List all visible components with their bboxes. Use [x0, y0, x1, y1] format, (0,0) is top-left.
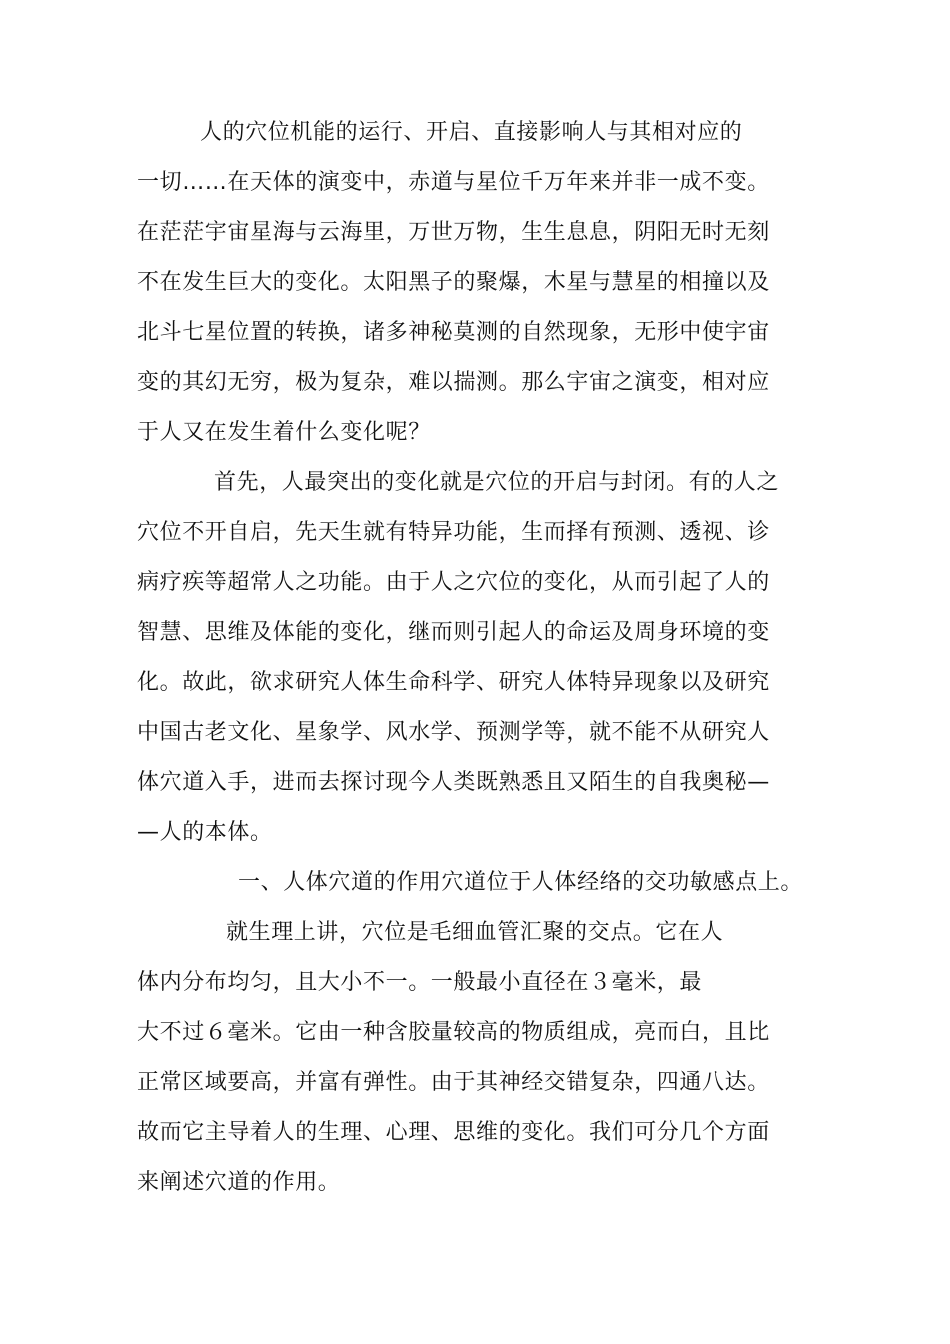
text-line: 体内分布均匀，且大小不一。一般最小直径在３毫米，最	[137, 970, 703, 995]
text-line: 穴位不开自启，先天生就有特异功能，生而择有预测、透视、诊	[137, 520, 770, 545]
text-line: 就生理上讲，穴位是毛细血管汇聚的交点。它在人	[226, 920, 724, 945]
text-line: 正常区域要高，并富有弹性。由于其神经交错复杂，四通八达。	[137, 1070, 770, 1095]
text-line: 化。故此，欲求研究人体生命科学、研究人体特异现象以及研究	[137, 670, 770, 695]
text-line: 首先，人最突出的变化就是穴位的开启与封闭。有的人之	[214, 470, 780, 495]
text-line: 病疗疾等超常人之功能。由于人之穴位的变化，从而引起了人的	[137, 570, 770, 595]
text-line: 变的其幻无穷，极为复杂，难以揣测。那么宇宙之演变，相对应	[137, 370, 770, 395]
text-line: 在茫茫宇宙星海与云海里，万世万物，生生息息，阴阳无时无刻	[137, 220, 770, 245]
text-line: 来阐述穴道的作用。	[137, 1170, 341, 1195]
section-heading-text: 一、人体穴道的作用穴道位于人体经络的交功敏感点上。	[238, 870, 804, 895]
text-line: 人的穴位机能的运行、开启、直接影响人与其相对应的	[200, 120, 743, 145]
text-line: —人的本体。	[137, 820, 273, 845]
text-line: 故而它主导着人的生理、心理、思维的变化。我们可分几个方面	[137, 1120, 770, 1145]
text-line: 于人又在发生着什么变化呢？	[137, 420, 431, 445]
text-line: 北斗七星位置的转换，诸多神秘莫测的自然现象，无形中使宇宙	[137, 320, 770, 345]
text-line: 一切……在天体的演变中，赤道与星位千万年来并非一成不变。	[137, 170, 770, 195]
text-line: 中国古老文化、星象学、风水学、预测学等，就不能不从研究人	[137, 720, 770, 745]
text-line: 智慧、思维及体能的变化，继而则引起人的命运及周身环境的变	[137, 620, 770, 645]
text-line: 大不过６毫米。它由一种含胶量较高的物质组成，亮而白，且比	[137, 1020, 770, 1045]
text-line: 不在发生巨大的变化。太阳黑子的聚爆，木星与慧星的相撞以及	[137, 270, 770, 295]
text-line: 体穴道入手，进而去探讨现今人类既熟悉且又陌生的自我奥秘—	[137, 770, 770, 795]
